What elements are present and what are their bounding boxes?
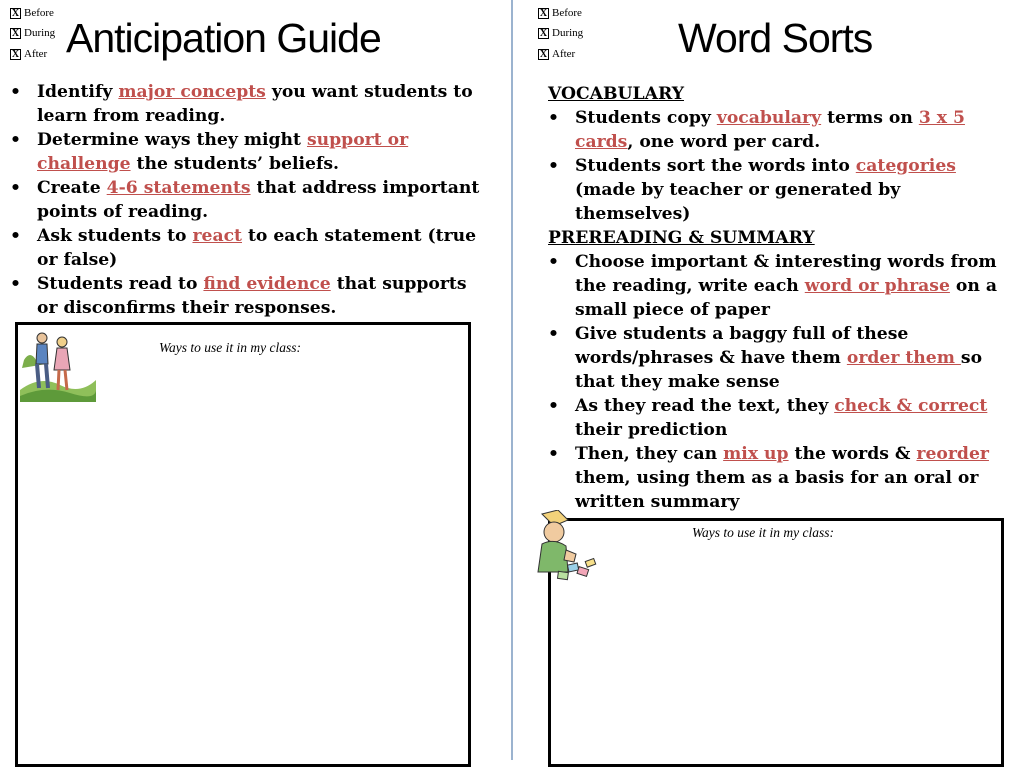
list-item: • As they read the text, they check & correct their prediction	[548, 394, 1018, 442]
checklist-label: During	[552, 27, 584, 40]
highlight-term: word or phrase	[804, 276, 950, 296]
highlight-term: 3 x 5 cards	[575, 108, 965, 152]
checklist-label: After	[552, 47, 576, 60]
couple-hiking-icon	[20, 330, 96, 402]
checkbox-icon: X	[11, 48, 20, 60]
left-stage-checklist	[10, 3, 55, 65]
highlight-term: major concepts	[118, 82, 266, 102]
checkbox-icon: X	[539, 7, 548, 19]
checklist-item-before	[538, 3, 583, 24]
highlight-term: order them	[846, 348, 961, 368]
right-content	[548, 82, 1018, 514]
highlight-term: vocabulary	[716, 108, 822, 128]
list-item: • Then, they can mix up the words & reorder them, using them as a basis for an oral or written summary	[548, 442, 1018, 514]
checklist-label: After	[24, 47, 48, 60]
right-stage-checklist	[538, 3, 583, 65]
left-bullet-list	[10, 80, 485, 320]
checklist-item-after	[538, 44, 583, 65]
list-item: • Students read to find evidence that supports or disconfirms their responses.	[10, 272, 485, 320]
list-item: • Give students a baggy full of these words/phrases & have them order them so that they make sense	[548, 322, 1018, 394]
highlight-term: reorder	[916, 444, 989, 464]
right-notes-label: Ways to use it in my class:	[692, 525, 834, 540]
right-title: Word Sorts	[678, 15, 873, 61]
checkbox-icon: X	[539, 48, 548, 60]
list-item: • Students sort the words into categories (made by teacher or generated by themselves)	[548, 154, 1018, 226]
checklist-item-after	[10, 44, 55, 65]
left-title: Anticipation Guide	[66, 15, 381, 61]
checklist-label: Before	[24, 6, 54, 19]
list-item: • Identify major concepts you want students to learn from reading.	[10, 80, 485, 128]
vocabulary-heading: VOCABULARY	[548, 84, 684, 104]
highlight-term: 4-6 statements	[106, 178, 251, 198]
page-divider	[511, 0, 513, 760]
list-item: • Students copy vocabulary terms on 3 x 5 cards, one word per card.	[548, 106, 1018, 154]
right-notes-box[interactable]	[548, 518, 1004, 767]
highlight-term: check & correct	[834, 396, 988, 416]
highlight-term: mix up	[723, 444, 789, 464]
highlight-term: support or challenge	[37, 130, 409, 174]
list-item: • Ask students to react to each statement (true or false)	[10, 224, 485, 272]
student-sorting-cards-icon	[528, 510, 598, 584]
list-item: • Choose important & interesting words from the reading, write each word or phrase on a small piece of paper	[548, 250, 1018, 322]
checkbox-icon: X	[11, 7, 20, 19]
checklist-item-during	[538, 24, 583, 45]
highlight-term: react	[192, 226, 242, 246]
highlight-term: categories	[855, 156, 956, 176]
list-item: • Determine ways they might support or challenge the students’ beliefs.	[10, 128, 485, 176]
highlight-term: find evidence	[203, 274, 331, 294]
checklist-label: During	[24, 27, 56, 40]
prereading-heading: PREREADING & SUMMARY	[548, 228, 815, 248]
checklist-item-before	[10, 3, 55, 24]
checklist-item-during	[10, 24, 55, 45]
checklist-label: Before	[552, 6, 582, 19]
left-notes-label: Ways to use it in my class:	[159, 340, 301, 355]
list-item: • Create 4-6 statements that address important points of reading.	[10, 176, 485, 224]
checkbox-icon: X	[11, 28, 20, 40]
checkbox-icon: X	[539, 28, 548, 40]
